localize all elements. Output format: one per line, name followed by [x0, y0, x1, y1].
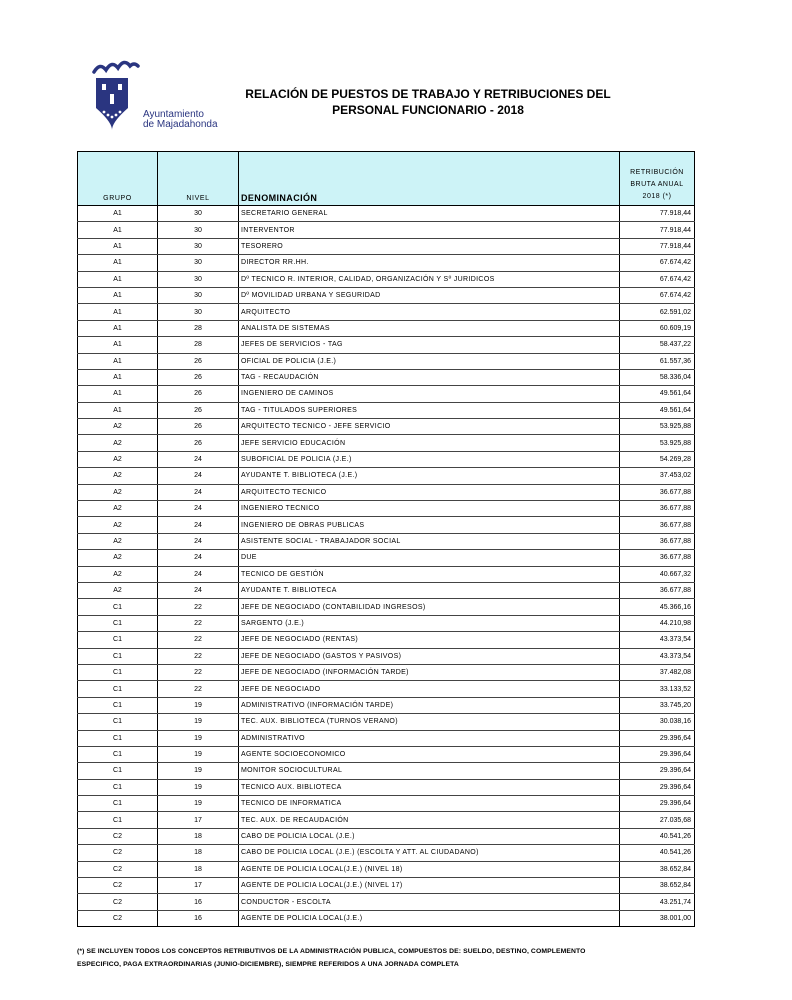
cell-denominacion: MONITOR SOCIOCULTURAL [239, 763, 620, 779]
retribucion-header-line-3: 2018 (*) [642, 193, 672, 200]
table-row [78, 501, 695, 517]
logo-line-1: Ayuntamiento [143, 109, 204, 120]
cell-retribucion: 77.918,44 [620, 206, 695, 222]
cell-retribucion: 67.674,42 [620, 255, 695, 271]
cell-nivel: 30 [158, 222, 239, 238]
cell-grupo: A2 [78, 451, 158, 467]
cell-nivel: 19 [158, 796, 239, 812]
cell-grupo: C1 [78, 648, 158, 664]
cell-retribucion: 36.677,88 [620, 550, 695, 566]
table-row [78, 894, 695, 910]
cell-grupo: C1 [78, 730, 158, 746]
cell-denominacion: ASISTENTE SOCIAL - TRABAJADOR SOCIAL [239, 533, 620, 549]
cell-retribucion: 27.035,68 [620, 812, 695, 828]
cell-nivel: 19 [158, 697, 239, 713]
cell-denominacion: INGENIERO DE OBRAS PUBLICAS [239, 517, 620, 533]
cell-nivel: 26 [158, 435, 239, 451]
cell-nivel: 24 [158, 550, 239, 566]
table-row [78, 763, 695, 779]
cell-denominacion: DIRECTOR RR.HH. [239, 255, 620, 271]
table-row [78, 599, 695, 615]
cell-denominacion: AYUDANTE T. BIBLIOTECA [239, 582, 620, 598]
cell-denominacion: TEC. AUX. DE RECAUDACIÓN [239, 812, 620, 828]
cell-nivel: 18 [158, 828, 239, 844]
table-row [78, 796, 695, 812]
table-row [78, 206, 695, 222]
cell-denominacion: DUE [239, 550, 620, 566]
positions-table [77, 151, 695, 927]
cell-nivel: 26 [158, 386, 239, 402]
cell-nivel: 30 [158, 287, 239, 303]
cell-grupo: A2 [78, 566, 158, 582]
table-row [78, 697, 695, 713]
table-row [78, 287, 695, 303]
cell-denominacion: TAG - TITULADOS SUPERIORES [239, 402, 620, 418]
cell-nivel: 28 [158, 337, 239, 353]
cell-grupo: A2 [78, 419, 158, 435]
cell-grupo: A2 [78, 435, 158, 451]
cell-grupo: C1 [78, 779, 158, 795]
cell-denominacion: INGENIERO DE CAMINOS [239, 386, 620, 402]
cell-nivel: 22 [158, 681, 239, 697]
table-row [78, 435, 695, 451]
cell-denominacion: INTERVENTOR [239, 222, 620, 238]
cell-denominacion: Dº TECNICO R. INTERIOR, CALIDAD, ORGANIZACIÓN Y Sº JURIDICOS [239, 271, 620, 287]
cell-grupo: C2 [78, 910, 158, 926]
cell-denominacion: AGENTE DE POLICIA LOCAL(J.E.) [239, 910, 620, 926]
table-row [78, 369, 695, 385]
cell-denominacion: CONDUCTOR - ESCOLTA [239, 894, 620, 910]
cell-denominacion: ARQUITECTO TECNICO - JEFE SERVICIO [239, 419, 620, 435]
cell-nivel: 16 [158, 894, 239, 910]
cell-retribucion: 30.038,16 [620, 714, 695, 730]
cell-grupo: A1 [78, 222, 158, 238]
cell-grupo: C2 [78, 861, 158, 877]
table-row [78, 353, 695, 369]
cell-grupo: C2 [78, 878, 158, 894]
cell-grupo: C2 [78, 845, 158, 861]
cell-grupo: A2 [78, 582, 158, 598]
cell-denominacion: ADMINISTRATIVO (INFORMACIÓN TARDE) [239, 697, 620, 713]
table-row [78, 533, 695, 549]
table-row [78, 320, 695, 336]
table-row [78, 484, 695, 500]
table-row [78, 517, 695, 533]
cell-grupo: A1 [78, 402, 158, 418]
cell-denominacion: SECRETARIO GENERAL [239, 206, 620, 222]
cell-denominacion: AYUDANTE T. BIBLIOTECA (J.E.) [239, 468, 620, 484]
cell-denominacion: TESORERO [239, 238, 620, 254]
table-row [78, 402, 695, 418]
cell-denominacion: JEFE DE NEGOCIADO (RENTAS) [239, 632, 620, 648]
cell-denominacion: ARQUITECTO TECNICO [239, 484, 620, 500]
table-row [78, 615, 695, 631]
retribucion-header-line-1: RETRIBUCIÓN [630, 169, 684, 176]
table-row [78, 386, 695, 402]
cell-grupo: C1 [78, 697, 158, 713]
table-row [78, 451, 695, 467]
table-row [78, 910, 695, 926]
cell-retribucion: 60.609,19 [620, 320, 695, 336]
cell-grupo: A1 [78, 238, 158, 254]
footnote-line-1: (*) SE INCLUYEN TODOS LOS CONCEPTOS RETRIBUTIVOS DE LA ADMINISTRACIÓN PUBLICA, COMPUESTOS DE: SUELDO, DESTINO, COMPLEMENTO [77, 948, 586, 955]
cell-retribucion: 44.210,98 [620, 615, 695, 631]
cell-nivel: 19 [158, 779, 239, 795]
table-row [78, 779, 695, 795]
table-row [78, 238, 695, 254]
table-row [78, 845, 695, 861]
cell-retribucion: 61.557,36 [620, 353, 695, 369]
cell-retribucion: 29.396,64 [620, 763, 695, 779]
cell-grupo: C2 [78, 828, 158, 844]
table-row [78, 828, 695, 844]
cell-grupo: A1 [78, 304, 158, 320]
cell-denominacion: JEFE DE NEGOCIADO (CONTABILIDAD INGRESOS) [239, 599, 620, 615]
cell-grupo: A1 [78, 386, 158, 402]
table-row [78, 468, 695, 484]
cell-grupo: A2 [78, 533, 158, 549]
cell-denominacion: CABO DE POLICIA LOCAL (J.E.) (ESCOLTA Y ATT. AL CIUDADANO) [239, 845, 620, 861]
cell-retribucion: 43.373,54 [620, 648, 695, 664]
cell-retribucion: 33.745,20 [620, 697, 695, 713]
cell-denominacion: Dº MOVILIDAD URBANA Y SEGURIDAD [239, 287, 620, 303]
cell-retribucion: 77.918,44 [620, 238, 695, 254]
cell-grupo: C1 [78, 763, 158, 779]
cell-denominacion: JEFE DE NEGOCIADO (GASTOS Y PASIVOS) [239, 648, 620, 664]
column-header-nivel: NIVEL [158, 152, 239, 206]
cell-grupo: C1 [78, 615, 158, 631]
cell-retribucion: 38.001,00 [620, 910, 695, 926]
cell-retribucion: 36.677,88 [620, 533, 695, 549]
cell-denominacion: TAG - RECAUDACIÓN [239, 369, 620, 385]
cell-nivel: 24 [158, 517, 239, 533]
table-row [78, 714, 695, 730]
table-row [78, 304, 695, 320]
cell-retribucion: 38.652,84 [620, 861, 695, 877]
table-row [78, 681, 695, 697]
cell-denominacion: AGENTE DE POLICIA LOCAL(J.E.) (NIVEL 17) [239, 878, 620, 894]
cell-denominacion: ARQUITECTO [239, 304, 620, 320]
cell-retribucion: 53.925,88 [620, 435, 695, 451]
cell-grupo: C1 [78, 812, 158, 828]
cell-denominacion: JEFE DE NEGOCIADO [239, 681, 620, 697]
cell-denominacion: SARGENTO (J.E.) [239, 615, 620, 631]
cell-grupo: C1 [78, 599, 158, 615]
cell-nivel: 24 [158, 501, 239, 517]
footnote-line-2: ESPECIFICO, PAGA EXTRAORDINARIAS (JUNIO-DICIEMBRE), SIEMPRE REFERIDOS A UNA JORNADA COMPLETA [77, 961, 459, 968]
cell-denominacion: TECNICO AUX. BIBLIOTECA [239, 779, 620, 795]
cell-retribucion: 37.453,02 [620, 468, 695, 484]
cell-retribucion: 77.918,44 [620, 222, 695, 238]
cell-nivel: 26 [158, 353, 239, 369]
cell-nivel: 26 [158, 419, 239, 435]
cell-retribucion: 45.366,16 [620, 599, 695, 615]
cell-nivel: 24 [158, 582, 239, 598]
cell-nivel: 24 [158, 566, 239, 582]
cell-retribucion: 36.677,88 [620, 582, 695, 598]
cell-denominacion: JEFE DE NEGOCIADO (INFORMACIÓN TARDE) [239, 664, 620, 680]
cell-retribucion: 49.561,64 [620, 402, 695, 418]
table-row [78, 878, 695, 894]
cell-nivel: 19 [158, 763, 239, 779]
cell-nivel: 18 [158, 845, 239, 861]
cell-nivel: 17 [158, 812, 239, 828]
footnote [77, 945, 717, 971]
cell-nivel: 30 [158, 304, 239, 320]
cell-grupo: A2 [78, 484, 158, 500]
cell-retribucion: 58.437,22 [620, 337, 695, 353]
cell-retribucion: 33.133,52 [620, 681, 695, 697]
cell-retribucion: 54.269,28 [620, 451, 695, 467]
cell-retribucion: 36.677,88 [620, 501, 695, 517]
cell-grupo: A2 [78, 550, 158, 566]
cell-nivel: 28 [158, 320, 239, 336]
cell-nivel: 30 [158, 206, 239, 222]
cell-nivel: 30 [158, 238, 239, 254]
table-row [78, 582, 695, 598]
cell-denominacion: TEC. AUX. BIBLIOTECA (TURNOS VERANO) [239, 714, 620, 730]
cell-retribucion: 49.561,64 [620, 386, 695, 402]
cell-retribucion: 29.396,64 [620, 746, 695, 762]
cell-grupo: A1 [78, 320, 158, 336]
cell-grupo: A2 [78, 501, 158, 517]
table-row [78, 337, 695, 353]
table-header-row [78, 152, 695, 206]
cell-nivel: 24 [158, 533, 239, 549]
retribucion-header-line-2: BRUTA ANUAL [630, 181, 684, 188]
table-row [78, 566, 695, 582]
cell-retribucion: 62.591,02 [620, 304, 695, 320]
cell-denominacion: ANALISTA DE SISTEMAS [239, 320, 620, 336]
logo-line-2: de Majadahonda [143, 119, 218, 130]
cell-nivel: 30 [158, 271, 239, 287]
cell-nivel: 22 [158, 599, 239, 615]
table-row [78, 812, 695, 828]
column-header-retribucion [620, 152, 695, 206]
cell-grupo: C1 [78, 796, 158, 812]
cell-denominacion: INGENIERO TECNICO [239, 501, 620, 517]
cell-denominacion: CABO DE POLICIA LOCAL (J.E.) [239, 828, 620, 844]
cell-retribucion: 37.482,08 [620, 664, 695, 680]
cell-grupo: A2 [78, 517, 158, 533]
cell-retribucion: 29.396,64 [620, 796, 695, 812]
cell-retribucion: 36.677,88 [620, 517, 695, 533]
cell-denominacion: JEFE SERVICIO EDUCACIÓN [239, 435, 620, 451]
title-line-2: PERSONAL FUNCIONARIO - 2018 [332, 103, 524, 117]
cell-grupo: A1 [78, 353, 158, 369]
cell-grupo: C2 [78, 894, 158, 910]
cell-nivel: 22 [158, 632, 239, 648]
cell-retribucion: 53.925,88 [620, 419, 695, 435]
cell-nivel: 22 [158, 664, 239, 680]
table-row [78, 648, 695, 664]
cell-nivel: 26 [158, 369, 239, 385]
cell-denominacion: OFICIAL DE POLICIA (J.E.) [239, 353, 620, 369]
cell-nivel: 26 [158, 402, 239, 418]
cell-retribucion: 43.251,74 [620, 894, 695, 910]
cell-denominacion: JEFES DE SERVICIOS - TAG [239, 337, 620, 353]
cell-grupo: A1 [78, 369, 158, 385]
document-title [200, 86, 656, 118]
cell-retribucion: 40.541,26 [620, 845, 695, 861]
cell-nivel: 19 [158, 746, 239, 762]
cell-denominacion: SUBOFICIAL DE POLICIA (J.E.) [239, 451, 620, 467]
cell-nivel: 18 [158, 861, 239, 877]
cell-grupo: A2 [78, 468, 158, 484]
table-row [78, 861, 695, 877]
cell-retribucion: 67.674,42 [620, 271, 695, 287]
table-row [78, 419, 695, 435]
cell-nivel: 16 [158, 910, 239, 926]
cell-nivel: 24 [158, 451, 239, 467]
cell-grupo: C1 [78, 746, 158, 762]
cell-retribucion: 29.396,64 [620, 730, 695, 746]
table-row [78, 632, 695, 648]
cell-grupo: C1 [78, 681, 158, 697]
title-line-1: RELACIÓN DE PUESTOS DE TRABAJO Y RETRIBUCIONES DEL [245, 87, 611, 101]
table-body [78, 206, 695, 927]
cell-grupo: C1 [78, 664, 158, 680]
cell-nivel: 22 [158, 648, 239, 664]
cell-denominacion: AGENTE DE POLICIA LOCAL(J.E.) (NIVEL 18) [239, 861, 620, 877]
cell-denominacion: TECNICO DE GESTIÓN [239, 566, 620, 582]
cell-grupo: C1 [78, 632, 158, 648]
table-row [78, 271, 695, 287]
cell-retribucion: 40.667,32 [620, 566, 695, 582]
cell-retribucion: 40.541,26 [620, 828, 695, 844]
table-row [78, 730, 695, 746]
cell-nivel: 22 [158, 615, 239, 631]
table-row [78, 222, 695, 238]
cell-retribucion: 58.336,04 [620, 369, 695, 385]
cell-nivel: 19 [158, 730, 239, 746]
cell-retribucion: 29.396,64 [620, 779, 695, 795]
cell-retribucion: 38.652,84 [620, 878, 695, 894]
cell-nivel: 30 [158, 255, 239, 271]
table-row [78, 550, 695, 566]
cell-grupo: A1 [78, 337, 158, 353]
cell-denominacion: AGENTE SOCIOECONOMICO [239, 746, 620, 762]
cell-denominacion: TECNICO DE INFORMATICA [239, 796, 620, 812]
cell-denominacion: ADMINISTRATIVO [239, 730, 620, 746]
cell-grupo: A1 [78, 255, 158, 271]
cell-nivel: 24 [158, 468, 239, 484]
table-row [78, 664, 695, 680]
cell-grupo: A1 [78, 287, 158, 303]
table-row [78, 746, 695, 762]
cell-nivel: 19 [158, 714, 239, 730]
cell-retribucion: 43.373,54 [620, 632, 695, 648]
cell-grupo: A1 [78, 206, 158, 222]
cell-grupo: A1 [78, 271, 158, 287]
cell-retribucion: 36.677,88 [620, 484, 695, 500]
cell-nivel: 24 [158, 484, 239, 500]
cell-nivel: 17 [158, 878, 239, 894]
column-header-denominacion: DENOMINACIÓN [239, 152, 620, 206]
cell-grupo: C1 [78, 714, 158, 730]
table-row [78, 255, 695, 271]
column-header-grupo: GRUPO [78, 152, 158, 206]
cell-retribucion: 67.674,42 [620, 287, 695, 303]
